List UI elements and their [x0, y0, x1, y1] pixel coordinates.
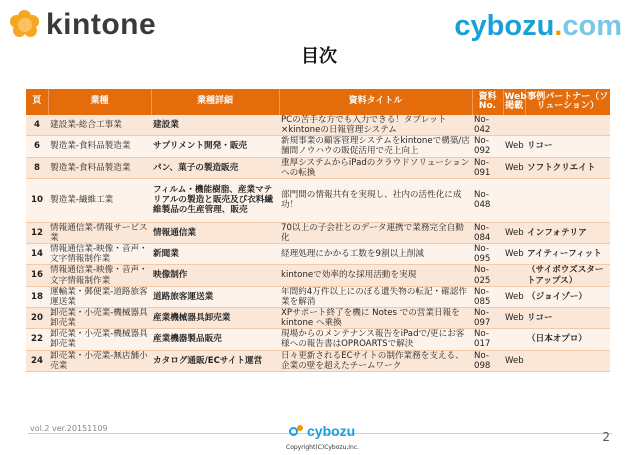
row-page: 20: [26, 307, 48, 328]
row-title: 重厚システムからiPadのクラウドソリューションへの転換: [279, 157, 472, 178]
row-doc-no: No-091: [472, 157, 503, 178]
table-row: [26, 157, 610, 178]
row-doc-no: No-095: [472, 244, 503, 265]
row-page: 10: [26, 178, 48, 222]
table-row: [26, 307, 610, 328]
kintone-logo: [10, 8, 156, 42]
row-industry: 製造業-食料品製造業: [48, 157, 151, 178]
row-detail: 産業機器製品販売: [151, 329, 279, 350]
row-title: PCの苦手な方でも入力できる！タブレット×kintoneの日報管理システム: [279, 115, 472, 136]
row-web: Web: [503, 244, 525, 265]
kintone-logo-text: kintone: [46, 8, 157, 41]
row-doc-no: No-048: [472, 178, 503, 222]
table-row: [26, 329, 610, 350]
row-web: Web: [503, 136, 525, 157]
row-title: 現場からのメンテナンス報告をiPadで/更にお客様への報告書はOPROARTSで解決: [279, 329, 472, 350]
row-partner: インフォテリア: [525, 222, 610, 243]
row-web: [503, 178, 525, 222]
header-industry: 業種: [48, 89, 151, 115]
row-partner: （日本オプロ）: [525, 329, 610, 350]
row-page: 22: [26, 329, 48, 350]
row-page: 24: [26, 350, 48, 371]
row-page: 16: [26, 265, 48, 286]
row-page: 12: [26, 222, 48, 243]
version-label: vol.2 ver.20151109: [30, 424, 108, 433]
row-web: [503, 265, 525, 286]
row-doc-no: No-042: [472, 115, 503, 136]
row-partner: （サイボウズスタートアップス）: [525, 265, 610, 286]
table-row: [26, 136, 610, 157]
row-detail: フィルム・機能樹脂、産業マテリアルの製造と販売及び衣料繊維製品の生産管理、販売: [151, 178, 279, 222]
row-industry: 製造業-繊維工業: [48, 178, 151, 222]
row-detail: 道路旅客運送業: [151, 286, 279, 307]
row-page: 4: [26, 115, 48, 136]
row-title: 部門間の情報共有を実現し、社内の活性化に成功！: [279, 178, 472, 222]
table-row: [26, 350, 610, 371]
row-web: Web: [503, 350, 525, 371]
row-doc-no: No-092: [472, 136, 503, 157]
row-detail: パン、菓子の製造販売: [151, 157, 279, 178]
row-partner: ソフトクリエイト: [525, 157, 610, 178]
row-partner: [525, 350, 610, 371]
row-partner: アイティーフィット: [525, 244, 610, 265]
row-web: [503, 115, 525, 136]
table-row: [26, 286, 610, 307]
row-web: Web: [503, 222, 525, 243]
row-web: Web: [503, 286, 525, 307]
row-industry: 情報通信業-情報サービス業: [48, 222, 151, 243]
row-partner: リコー: [525, 136, 610, 157]
cybozu-logo-com: com: [562, 10, 622, 42]
kintone-flower-icon: [10, 10, 40, 40]
header-doc-no: 資料No.: [472, 89, 503, 115]
row-title: XPサポート終了を機に Notes での営業日報を kintone へ乗換: [279, 307, 472, 328]
table-row: [26, 178, 610, 222]
row-detail: 産業機械器具卸売業: [151, 307, 279, 328]
row-web: Web: [503, 307, 525, 328]
cybozu-logo-dot: .: [554, 10, 563, 42]
header-doc-title: 資料タイトル: [279, 89, 472, 115]
row-title: 新規事業の顧客管理システムをkintoneで構築/店舗間ノウハウの販促活用で売上向上: [279, 136, 472, 157]
row-detail: カタログ通販/ECサイト運営: [151, 350, 279, 371]
toc-table: [26, 89, 610, 372]
row-doc-no: No-025: [472, 265, 503, 286]
copyright-text: Copyright(C)Cybozu,Inc.: [286, 444, 360, 451]
row-title: kintoneで効率的な採用活動を実現: [279, 265, 472, 286]
row-industry: 卸売業・小売業-無店舗小売業: [48, 350, 151, 371]
table-row: [26, 115, 610, 136]
row-page: 18: [26, 286, 48, 307]
row-partner: [525, 178, 610, 222]
row-detail: 情報通信業: [151, 222, 279, 243]
row-detail: 建設業: [151, 115, 279, 136]
cybozu-com-logo: [454, 10, 622, 43]
header-partner: 事例パートナー（ソリューション）: [525, 89, 610, 115]
row-industry: 卸売業・小売業-機械器具卸売業: [48, 307, 151, 328]
row-industry: 製造業-食料品製造業: [48, 136, 151, 157]
row-title: 経理処理にかかる工数を9割以上削減: [279, 244, 472, 265]
page-title: 目次: [301, 46, 337, 67]
footer-cybozu-logo: [289, 423, 355, 439]
table-row: [26, 222, 610, 243]
header-web: Web掲載: [503, 89, 525, 115]
row-doc-no: No-084: [472, 222, 503, 243]
row-page: 8: [26, 157, 48, 178]
table-header-row: [26, 89, 610, 115]
row-doc-no: No-085: [472, 286, 503, 307]
row-page: 6: [26, 136, 48, 157]
row-page: 14: [26, 244, 48, 265]
row-industry: 情報通信業-映像・音声・文字情報制作業: [48, 265, 151, 286]
row-doc-no: No-098: [472, 350, 503, 371]
row-doc-no: No-017: [472, 329, 503, 350]
row-industry: 運輸業・郵便業-道路旅客運送業: [48, 286, 151, 307]
row-title: 日々更新されるECサイトの制作業務を支える、企業の壁を超えたチームワーク: [279, 350, 472, 371]
row-industry: 情報通信業-映像・音声・文字情報制作業: [48, 244, 151, 265]
footer-brand-text: cybozu: [307, 423, 356, 439]
row-doc-no: No-097: [472, 307, 503, 328]
row-web: Web: [503, 157, 525, 178]
cybozu-logo-main: cybozu: [454, 10, 555, 42]
header-detail: 業種詳細: [151, 89, 279, 115]
row-web: [503, 329, 525, 350]
row-title: 年間約4万件以上にのぼる遺失物の転記・確認作業を解消: [279, 286, 472, 307]
row-industry: 卸売業・小売業-機械器具卸売業: [48, 329, 151, 350]
page-number: 2: [602, 430, 610, 444]
row-title: 70以上の子会社とのデータ連携で業務完全自動化: [279, 222, 472, 243]
header-page: 頁: [26, 89, 48, 115]
row-detail: 映像制作: [151, 265, 279, 286]
row-detail: サプリメント開発・販売: [151, 136, 279, 157]
table-row: [26, 244, 610, 265]
row-partner: （ジョイゾー）: [525, 286, 610, 307]
row-industry: 建設業-総合工事業: [48, 115, 151, 136]
table-row: [26, 265, 610, 286]
row-detail: 新聞業: [151, 244, 279, 265]
row-partner: リコー: [525, 307, 610, 328]
row-partner: [525, 115, 610, 136]
cybozu-rings-icon: [289, 425, 305, 437]
